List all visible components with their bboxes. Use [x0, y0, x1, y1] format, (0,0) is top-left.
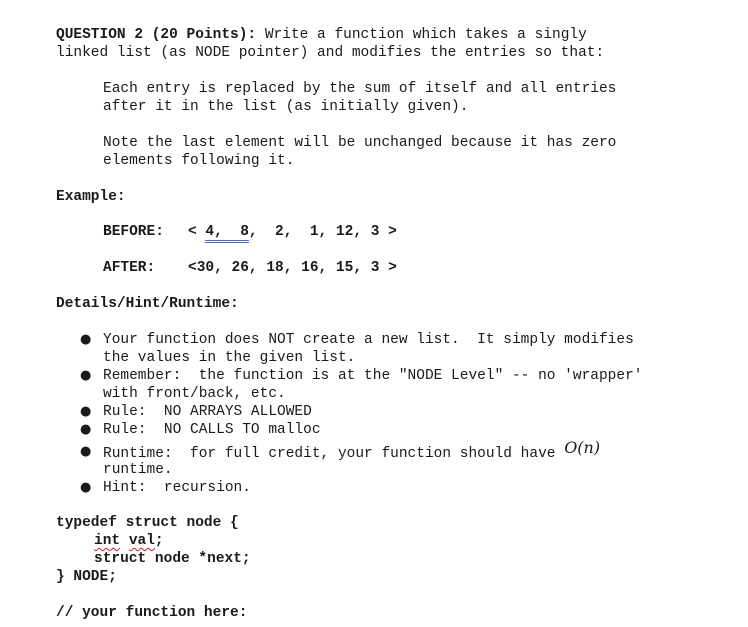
question-label: QUESTION 2 (20 Points): [56, 27, 257, 43]
before-rest: , 2, 1, 12, 3 > [248, 224, 397, 240]
question-intro-line-2: linked list (as NODE pointer) and modifies the entries so that: [56, 45, 605, 61]
description-line-2: after it in the list (as initially given). [103, 99, 469, 115]
bullet-5-text: Runtime: for full credit, your function should have [103, 446, 565, 462]
bullet-4: ● [80, 422, 92, 437]
code-line-1: typedef struct node { [56, 515, 239, 531]
bullet-3-text: Rule: NO ARRAYS ALLOWED [103, 404, 312, 420]
bullet-2-line-2: with front/back, etc. [103, 386, 286, 402]
before-values [188, 223, 397, 241]
big-o-notation: O(n) [564, 438, 601, 457]
after-values: <30, 26, 18, 16, 15, 3 > [188, 260, 397, 276]
bullet-1-line-1: Your function does NOT create a new list. It simply modifies [103, 332, 634, 348]
note-line-1: Note the last element will be unchanged because it has zero [103, 135, 617, 151]
bullet-2: ● [80, 368, 92, 383]
note-line-2: elements following it. [103, 153, 295, 169]
bullet-6-text: Hint: recursion. [103, 480, 251, 496]
int-keyword: int [94, 533, 121, 549]
after-label: AFTER: [103, 260, 156, 276]
description-line-1: Each entry is replaced by the sum of itself and all entries [103, 81, 617, 97]
details-heading: Details/Hint/Runtime: [56, 296, 239, 312]
code-comment: // your function here: [56, 605, 248, 621]
bullet-6: ● [80, 480, 92, 495]
bullet-5-line-1 [103, 438, 601, 463]
before-underlined-values: 4, 8 [205, 224, 249, 243]
before-open: < [188, 224, 206, 240]
bullet-1: ● [80, 332, 92, 347]
bullet-3: ● [80, 404, 92, 419]
bullet-2-line-1: Remember: the function is at the "NODE Level" -- no 'wrapper' [103, 368, 643, 384]
bullet-1-line-2: the values in the given list. [103, 350, 356, 366]
example-heading: Example: [56, 189, 126, 205]
code-line-2 [94, 532, 164, 550]
bullet-5-line-2: runtime. [103, 462, 173, 478]
code-line-3: struct node *next; [94, 551, 251, 567]
question-intro-text: Write a function which takes a singly [256, 27, 587, 43]
before-label: BEFORE: [103, 224, 164, 240]
semicolon: ; [154, 533, 164, 549]
code-line-4: } NODE; [56, 569, 117, 585]
question-intro-line-1 [56, 26, 587, 44]
bullet-4-text: Rule: NO CALLS TO malloc [103, 422, 321, 438]
val-field: val [128, 533, 155, 549]
bullet-5: ● [80, 444, 92, 459]
